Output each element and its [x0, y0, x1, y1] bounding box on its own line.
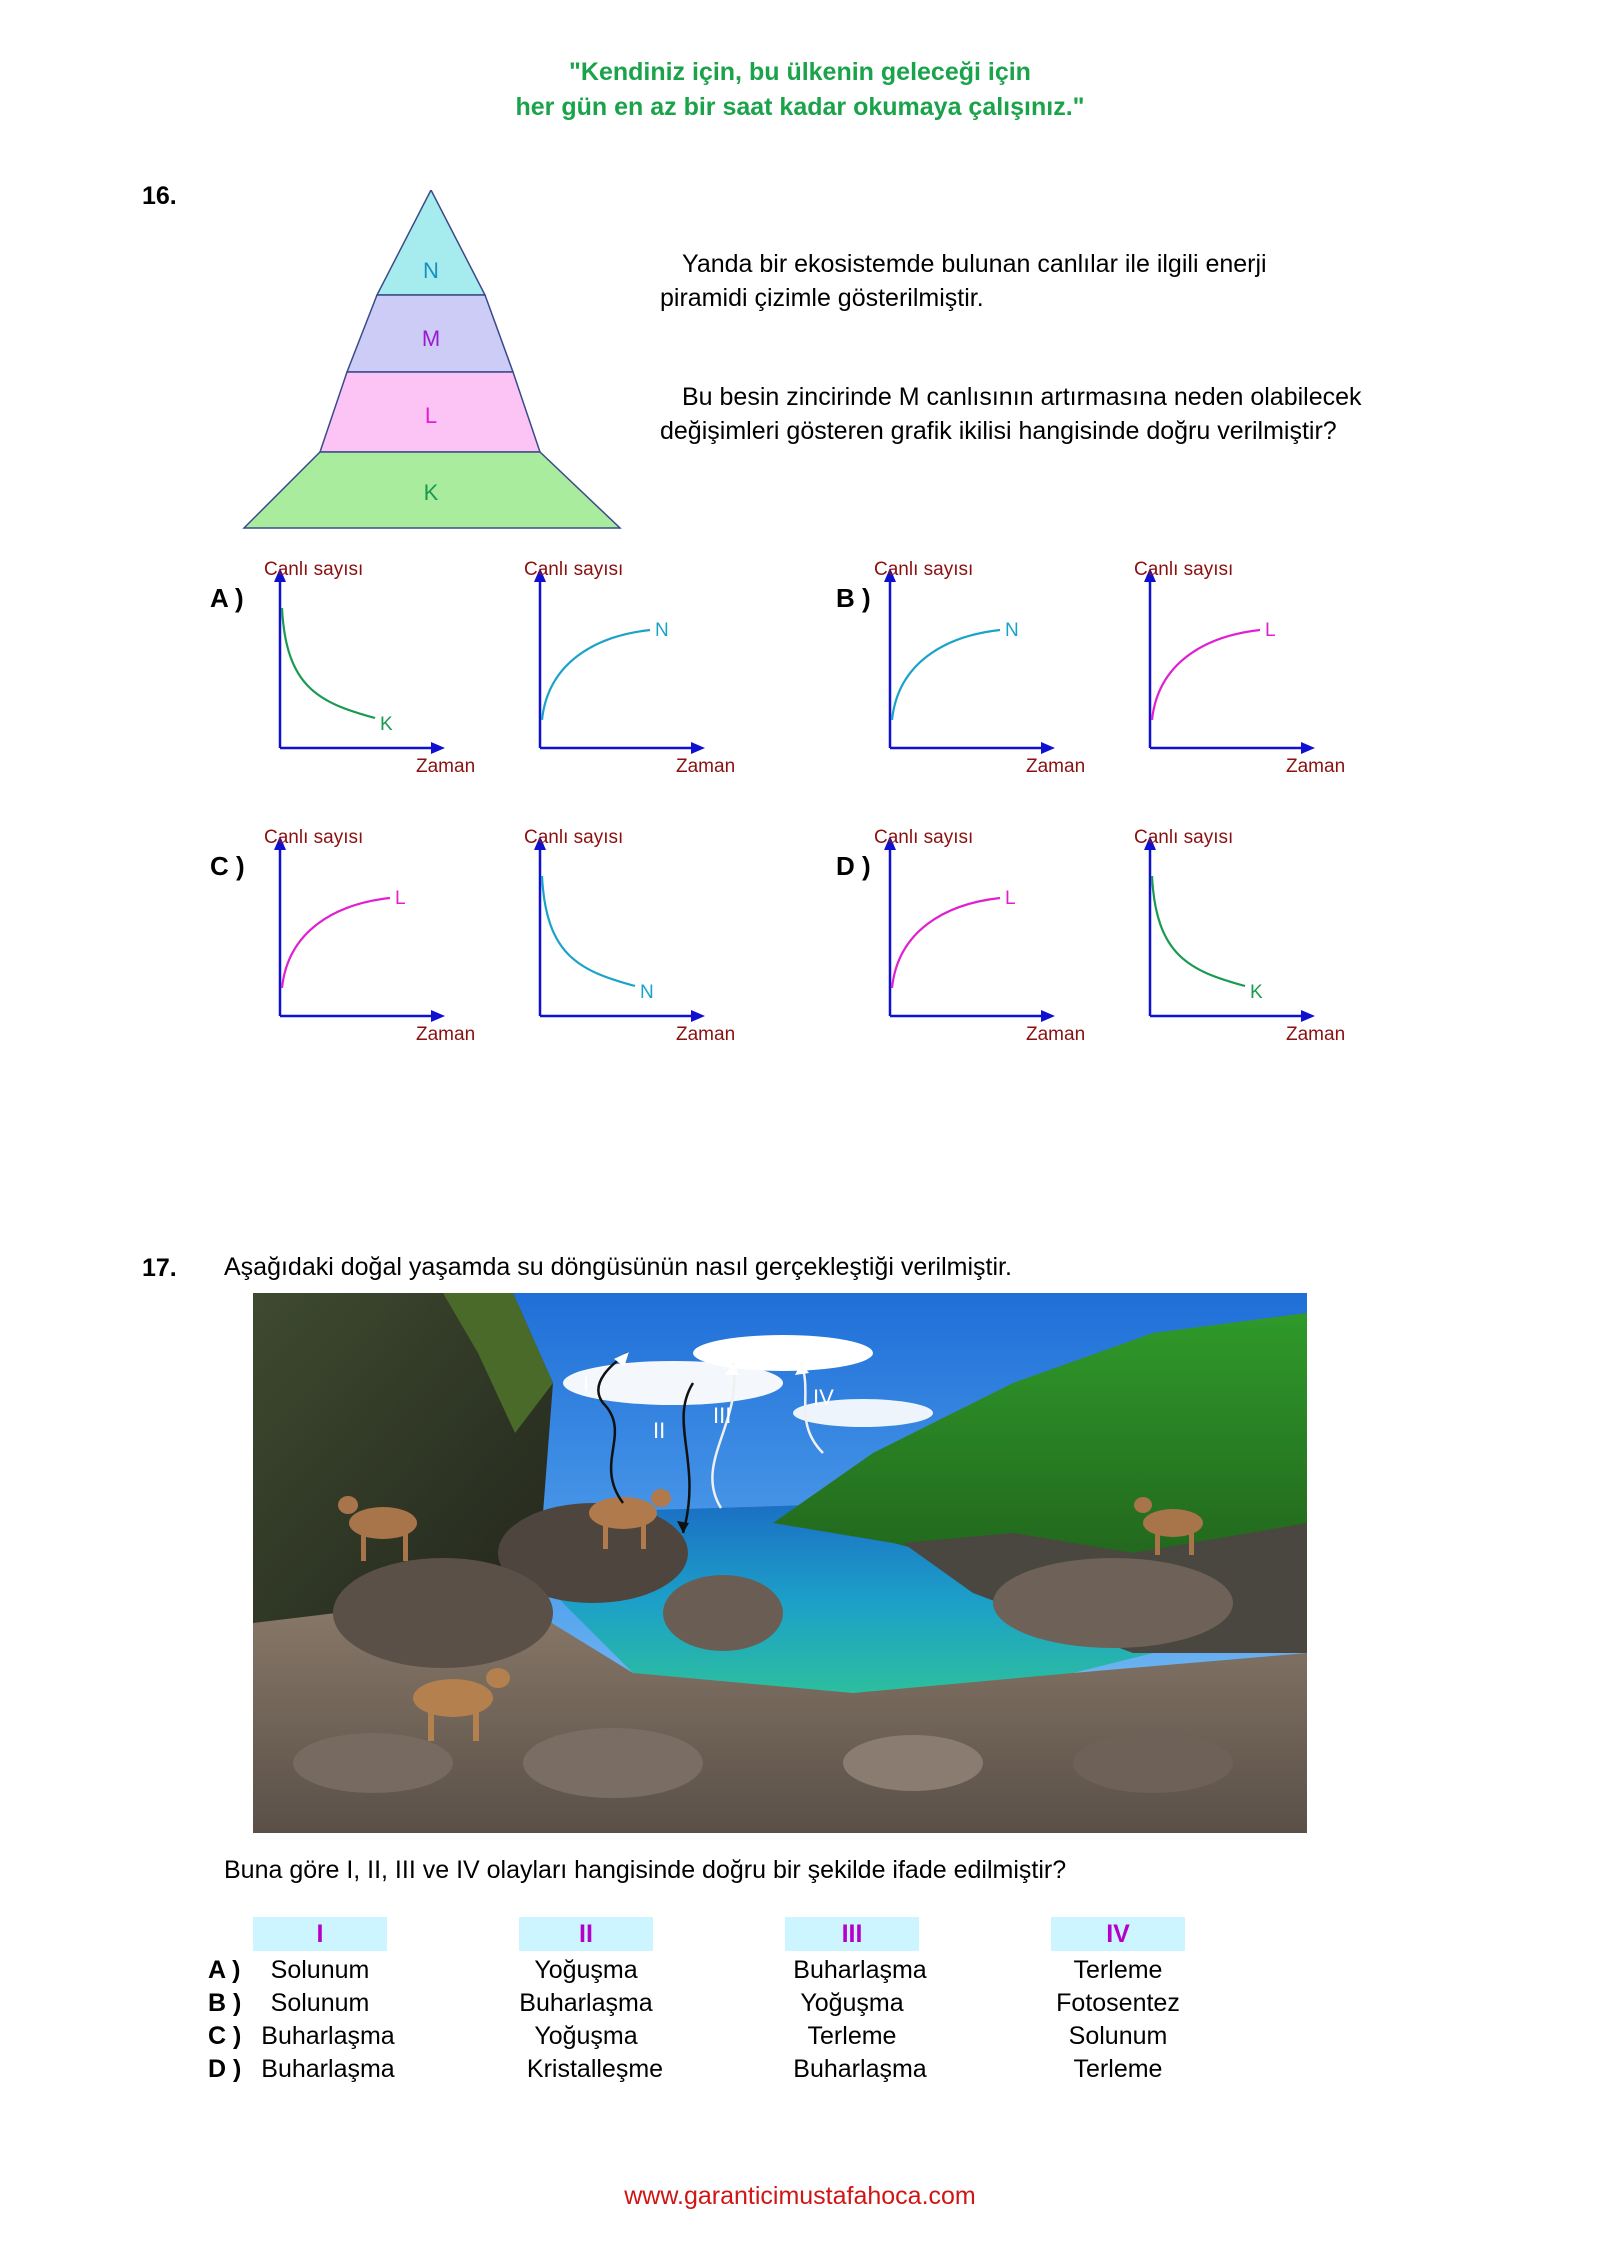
x-axis-arrow	[1041, 742, 1055, 754]
table-header-iii: III	[785, 1917, 919, 1951]
question-16-prompt-line-2: değişimleri gösteren grafik ikilisi hangisinde doğru verilmiştir?	[660, 417, 1337, 445]
table-cell: Kristalleşme	[526, 2055, 664, 2083]
graph-x-label: Zaman	[1286, 756, 1346, 777]
graph-curve-label: K	[1250, 982, 1263, 1003]
graph-x-label: Zaman	[416, 1024, 476, 1045]
table-row-label[interactable]: D )	[208, 2055, 242, 2083]
table-cell: Yoğuşma	[534, 2022, 638, 2050]
graph-curve	[1152, 876, 1245, 986]
energy-pyramid	[240, 190, 625, 530]
rock-8	[293, 1733, 453, 1793]
graph-y-label: Canlı sayısı	[524, 559, 624, 580]
question-17-text: Aşağıdaki doğal yaşamda su döngüsünün nasıl gerçekleştiği verilmiştir.	[224, 1253, 1012, 1281]
table-cell: Solunum	[270, 1956, 370, 1984]
graph-x-label: Zaman	[416, 756, 476, 777]
rock-3	[663, 1575, 783, 1651]
graph-y-label: Canlı sayısı	[1134, 827, 1234, 848]
rock-7	[1073, 1733, 1233, 1793]
table-cell: Solunum	[270, 1989, 370, 2017]
rock-6	[843, 1735, 983, 1791]
graph-x-label: Zaman	[676, 756, 736, 777]
question-16-number: 16.	[142, 182, 177, 210]
table-cell: Yoğuşma	[800, 1989, 904, 2017]
pyramid-label-n: N	[423, 258, 439, 283]
graph-y-label: Canlı sayısı	[524, 827, 624, 848]
table-cell: Buharlaşma	[793, 2055, 927, 2083]
photo-label-iii: III	[713, 1403, 732, 1428]
option-d-label[interactable]: D )	[836, 851, 871, 881]
rock-2	[333, 1558, 553, 1668]
rock-4	[993, 1558, 1233, 1648]
x-axis-arrow	[691, 742, 705, 754]
graph-curve-label: L	[395, 888, 406, 909]
motto-line-2: her gün en az bir saat kadar okumaya çalışınız."	[515, 93, 1085, 121]
water-cycle-photo	[253, 1293, 1307, 1833]
graph-option-d-2	[1134, 827, 1380, 1070]
photo-label-ii: II	[653, 1418, 666, 1443]
graph-curve-label: N	[655, 620, 669, 641]
table-row-label[interactable]: B )	[208, 1989, 242, 2017]
x-axis-arrow	[1041, 1010, 1055, 1022]
graph-curve	[892, 898, 1000, 988]
table-cell: Terleme	[1073, 1956, 1163, 1984]
x-axis-arrow	[431, 742, 445, 754]
table-cell: Buharlaşma	[261, 2022, 395, 2050]
photo-label-i: I	[583, 1371, 590, 1396]
table-cell: Terleme	[1073, 2055, 1163, 2083]
pyramid-label-l: L	[424, 403, 438, 428]
graph-curve-label: L	[1005, 888, 1016, 909]
graph-x-label: Zaman	[1026, 756, 1086, 777]
question-16-prompt-line-1: Bu besin zincirinde M canlısının artırmasına neden olabilecek	[682, 383, 1362, 411]
table-cell: Yoğuşma	[534, 1956, 638, 1984]
graph-curve	[542, 876, 635, 986]
motto-line-1: "Kendiniz için, bu ülkenin geleceği için	[569, 58, 1031, 86]
table-cell: Terleme	[807, 2022, 897, 2050]
graph-y-label: Canlı sayısı	[874, 827, 974, 848]
graph-curve	[892, 630, 1000, 720]
footer-url[interactable]: www.garanticimustafahoca.com	[624, 2182, 976, 2210]
table-header-iv: IV	[1051, 1917, 1185, 1951]
graph-y-label: Canlı sayısı	[264, 559, 364, 580]
option-b-label[interactable]: B )	[836, 583, 871, 613]
graph-option-a-1	[264, 559, 510, 802]
graph-curve-label: L	[1265, 620, 1276, 641]
graph-option-c-2	[524, 827, 770, 1070]
option-c-label[interactable]: C )	[210, 851, 245, 881]
pyramid-label-k: K	[423, 480, 439, 505]
table-row-label[interactable]: A )	[208, 1956, 241, 1984]
graph-curve	[282, 608, 375, 718]
x-axis-arrow	[431, 1010, 445, 1022]
x-axis-arrow	[691, 1010, 705, 1022]
question-16-intro-line-2: piramidi çizimle gösterilmiştir.	[660, 284, 984, 312]
graph-option-d-1	[874, 827, 1120, 1070]
graph-y-label: Canlı sayısı	[1134, 559, 1234, 580]
graph-curve	[282, 898, 390, 988]
graph-option-c-1	[264, 827, 510, 1070]
graph-option-b-2	[1134, 559, 1380, 802]
graph-x-label: Zaman	[1026, 1024, 1086, 1045]
graph-curve	[542, 630, 650, 720]
x-axis-arrow	[1301, 1010, 1315, 1022]
pyramid-label-m: M	[421, 326, 441, 351]
graph-curve	[1152, 630, 1260, 720]
question-16-intro-line-1: Yanda bir ekosistemde bulunan canlılar ile ilgili enerji	[682, 250, 1267, 278]
graph-curve-label: N	[1005, 620, 1019, 641]
graph-option-b-1	[874, 559, 1120, 802]
graph-x-label: Zaman	[1286, 1024, 1346, 1045]
cloud-middle	[693, 1335, 873, 1371]
graph-y-label: Canlı sayısı	[264, 827, 364, 848]
photo-label-iv: IV	[813, 1385, 834, 1410]
x-axis-arrow	[1301, 742, 1315, 754]
table-cell: Solunum	[1068, 2022, 1168, 2050]
table-row-label[interactable]: C )	[208, 2022, 242, 2050]
table-cell: Buharlaşma	[519, 1989, 653, 2017]
question-16-intro	[660, 247, 1267, 315]
graph-y-label: Canlı sayısı	[874, 559, 974, 580]
graph-curve-label: N	[640, 982, 654, 1003]
table-header-i: I	[253, 1917, 387, 1951]
table-cell: Fotosentez	[1056, 1989, 1180, 2017]
table-cell: Buharlaşma	[793, 1956, 927, 1984]
rock-5	[523, 1728, 703, 1798]
graph-curve-label: K	[380, 714, 393, 735]
question-17-prompt: Buna göre I, II, III ve IV olayları hangisinde doğru bir şekilde ifade edilmiştir?	[224, 1856, 1067, 1884]
table-header-ii: II	[519, 1917, 653, 1951]
graph-option-a-2	[524, 559, 770, 802]
question-16-prompt	[660, 380, 1362, 448]
option-a-label[interactable]: A )	[210, 583, 244, 613]
table-cell: Buharlaşma	[261, 2055, 395, 2083]
graph-x-label: Zaman	[676, 1024, 736, 1045]
question-17-number: 17.	[142, 1254, 177, 1282]
